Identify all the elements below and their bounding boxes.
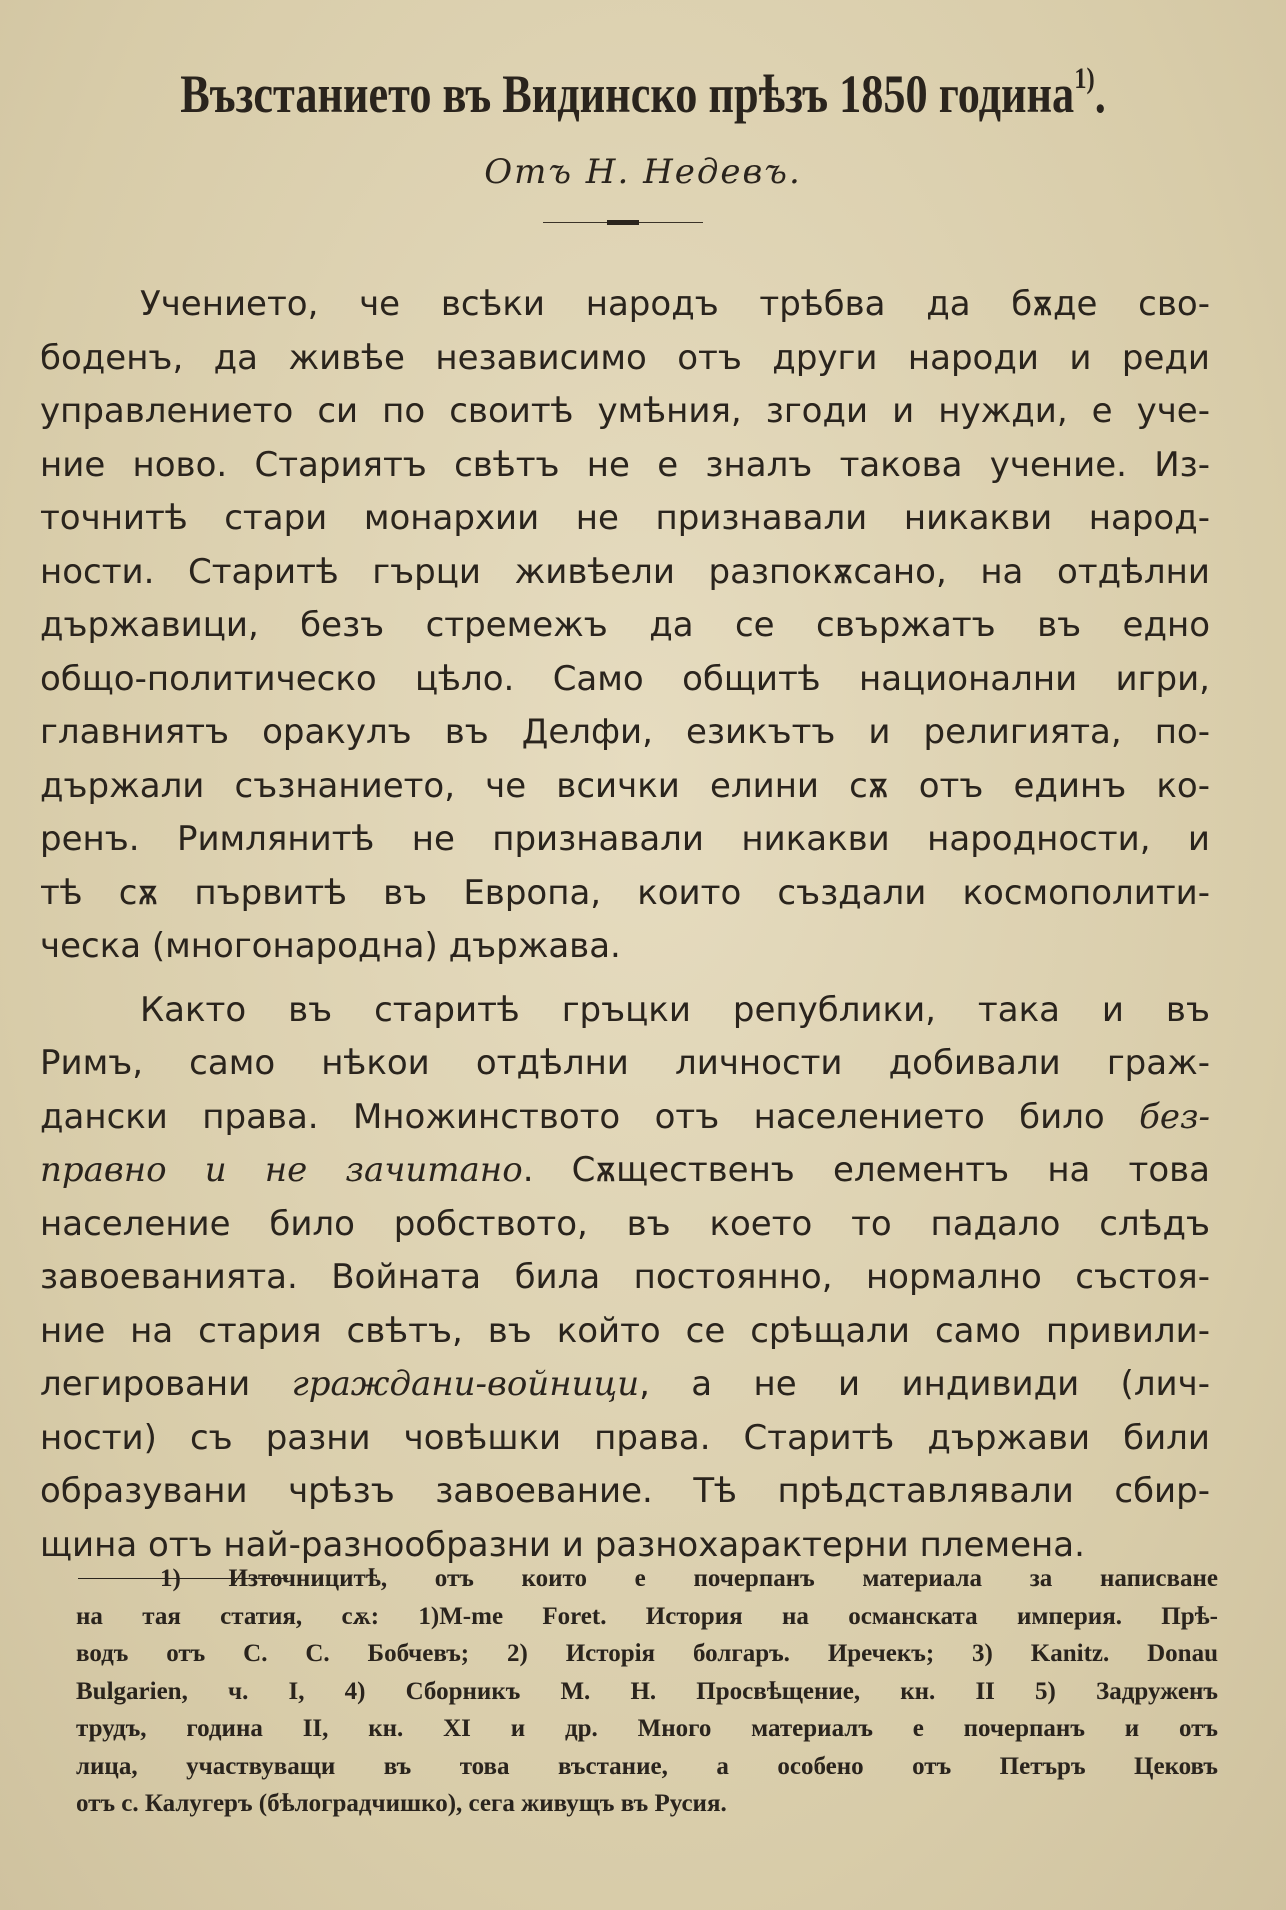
text-line: управлението си по своитѣ умѣния, згоди и нужди, е уче- [40, 391, 1210, 431]
footnote-line: Bulgarien, ч. I, 4) Сборникъ М. Н. Просвѣщение, кн. II 5) Задруженъ [76, 1677, 1218, 1705]
text-line: ние ново. Стариятъ свѣтъ не е зналъ такова учение. Из- [40, 444, 1210, 485]
text-line: тѣ сѫ първитѣ въ Европа, които създали космополити- [40, 872, 1210, 913]
title-text: Възстанието въ Видинско прѣзъ 1850 година [180, 64, 1075, 124]
text-line: ческа (многонародна) държава. [40, 926, 621, 966]
italic-text: граждани-войници [291, 1364, 640, 1404]
text-line: дански права. Множинството отъ населението било без- [40, 1096, 1210, 1137]
text-line: боденъ, да живѣе независимо отъ други народи и реди [40, 337, 1210, 378]
footnote-line: 1) Източницитѣ, отъ които е почерпанъ материала за написване [160, 1565, 1218, 1592]
author-line: Отъ Н. Недевъ. [484, 152, 802, 192]
text-line: правно и не зачитано. Сѫщественъ елементъ на това [40, 1150, 1211, 1190]
footnote [76, 1560, 1218, 1823]
text-line: Както въ старитѣ гръцки републики, така и въ [140, 989, 1210, 1030]
text-line: главниятъ оракулъ въ Делфи, езикътъ и религията, по- [40, 712, 1210, 752]
text-line: ние на стария свѣтъ, въ който се срѣщали само привили- [40, 1310, 1210, 1351]
text-line: точнитѣ стари монархии не признавали никакви народ- [40, 498, 1210, 538]
text-line: общо-политическо цѣло. Само общитѣ национални игри, [40, 658, 1210, 699]
text-line: държали съзнанието, че всички елини сѫ отъ единъ ко- [40, 765, 1210, 806]
ornament-divider [543, 220, 703, 226]
italic-text: правно и не зачитано [40, 1150, 523, 1190]
footnote-line: водъ отъ С. С. Бобчевъ; 2) Исторія болгаръ. Иречекъ; 3) Kanitz. Donau [76, 1640, 1218, 1667]
italic-text: без- [1139, 1096, 1210, 1137]
footnote-marker: 1) [1074, 62, 1095, 95]
text-line: Римъ, само нѣкои отдѣлни личности добивали граж- [40, 1043, 1210, 1083]
text-line: завоеванията. Войната била постоянно, нормално състоя- [40, 1257, 1210, 1297]
text-line: ренъ. Римлянитѣ не признавали никакви народности, и [40, 819, 1210, 859]
article-title: Възстанието въ Видинско прѣзъ 1850 година$^{1)}$. [180, 62, 1106, 124]
article-body [40, 278, 1210, 1572]
footnote-line: лица, участвуващи въ това въстание, а особено отъ Петъръ Цековъ [76, 1752, 1218, 1780]
footnote-line: трудъ, година II, кн. XI и др. Много материалъ е почерпанъ и отъ [76, 1715, 1218, 1742]
text-line: население било робството, въ което то падало слѣдъ [40, 1203, 1210, 1244]
text-line: Учението, че всѣки народъ трѣбва да бѫде сво- [140, 284, 1210, 324]
text-line: щина отъ най-разнообразни и разнохарактерни племена. [40, 1524, 1085, 1565]
text-line: легировани граждани-войници, а не и индивиди (лич- [40, 1364, 1211, 1404]
footnote-line: на тая статия, сѫ: 1)M-me Foret. История на османската империя. Прѣ- [76, 1602, 1218, 1630]
footnote-line: отъ с. Калугеръ (бѣлоградчишко), сега живущъ въ Русия. [76, 1790, 727, 1817]
text-line: ности. Старитѣ гърци живѣели разпокѫсано, на отдѣлни [40, 551, 1210, 592]
paragraph-1 [40, 278, 1210, 974]
text-line: държавици, безъ стремежъ да се свържатъ въ едно [40, 605, 1210, 645]
paragraph-2 [40, 984, 1210, 1573]
text-line: ности) съ разни човѣшки права. Старитѣ държави били [40, 1417, 1210, 1458]
text-line: образувани чрѣзъ завоевание. Тѣ прѣдставлявали сбир- [40, 1471, 1210, 1511]
